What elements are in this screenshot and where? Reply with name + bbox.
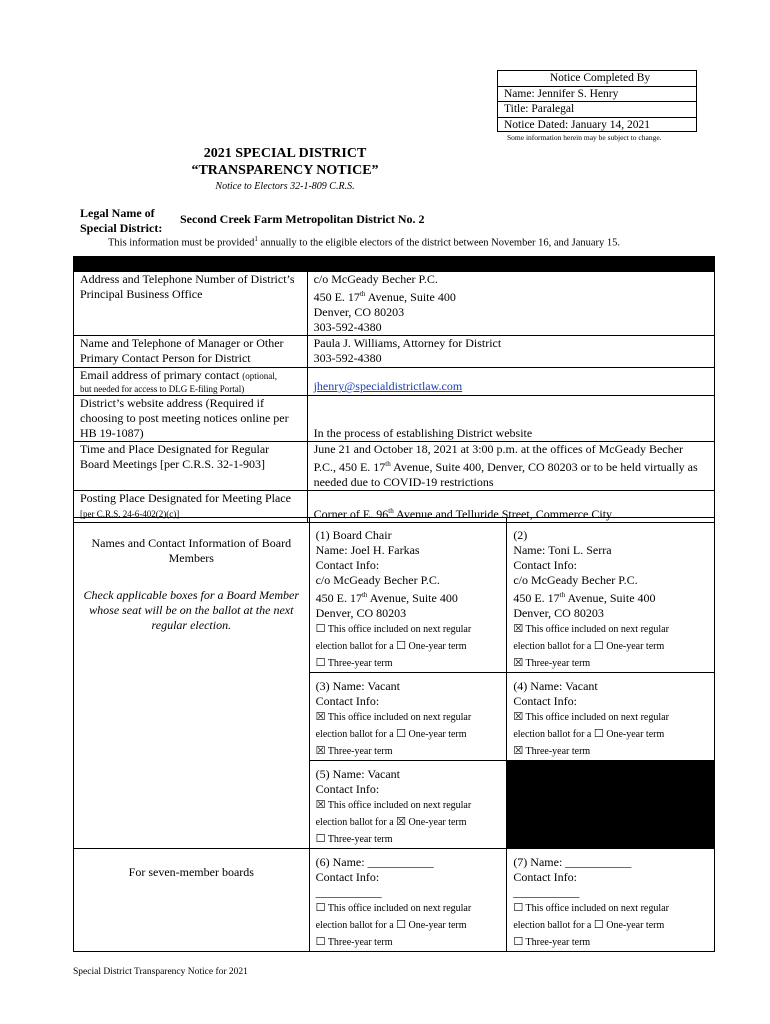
ballot-text: election ballot for a [315,920,394,931]
one-year-label: One-year term [606,920,665,931]
member-2-contact-line-2-sup: th [559,591,566,599]
member-7-included-checkbox[interactable]: ☐ [513,901,524,914]
member-2-cell [507,518,715,673]
title-line-1: 2021 SPECIAL DISTRICT [203,146,367,161]
member-3-cell [309,673,507,761]
member-4-contact-label: Contact Info: [513,694,577,708]
member-2-contact-line-2-pre: 450 E. 17 [513,591,560,605]
member-5-ballot-checks [316,797,501,848]
address-line-2-pre: 450 E. 17 [313,290,360,304]
ballot-text: election ballot for a [315,729,394,740]
member-3-contact-label: Contact Info: [315,694,380,708]
disclaimer: Some information herein may be subject to change. [507,133,662,142]
email-label-note-1: (optional, [242,371,278,381]
meeting-value-post: Avenue, Suite 400, Denver, CO 80203 or to be held virtually as needed due to COVID-19 restrictions [313,460,698,489]
ballot-text: election ballot for a [513,729,592,740]
three-year-label: Three-year term [525,937,591,948]
member-6-heading: (6) Name: ___________ [315,855,434,869]
legal-name-label-line2: Special District: [80,221,163,235]
member-1-contact-line-3: Denver, CO 80203 [315,606,407,620]
member-1-three-year-checkbox[interactable]: ☐ [315,656,326,669]
manager-label: Name and Telephone of Manager or Other Primary Contact Person for District [74,336,308,368]
member-5-included-checkbox[interactable]: ☒ [315,798,326,811]
completed-by-name: Name: Jennifer S. Henry [498,87,696,103]
member-3-included-checkbox[interactable]: ☒ [315,710,326,723]
member-7-ballot-checks [513,900,708,951]
provision-pre: This information must be provided [108,237,255,249]
page-title [170,145,400,179]
page-footer: Special District Transparency Notice for 2021 [73,967,248,977]
ballot-text: This office included on next regular [327,712,472,723]
address-line-1: c/o McGeady Becher P.C. [313,272,438,286]
member-2-ballot-checks [513,621,708,672]
ballot-text: election ballot for a [315,817,394,828]
email-link[interactable]: jhenry@specialdistrictlaw.com [313,379,463,393]
ballot-text: election ballot for a [513,920,592,931]
ballot-text: This office included on next regular [327,624,472,635]
member-6-one-year-checkbox[interactable]: ☐ [396,918,407,931]
manager-line-1: Paula J. Williams, Attorney for District [313,336,502,350]
member-1-included-checkbox[interactable]: ☐ [315,622,326,635]
member-6-included-checkbox[interactable]: ☐ [315,901,326,914]
one-year-label: One-year term [408,641,467,652]
member-3-three-year-checkbox[interactable]: ☒ [315,744,326,757]
legal-name-label-line1: Legal Name of [80,206,155,220]
ballot-text: This office included on next regular [327,903,472,914]
manager-value [307,336,714,368]
member-1-contact-line-2-post: Avenue, Suite 400 [367,591,458,605]
table-row [74,518,715,673]
notice-completed-box [497,70,697,132]
ballot-text: election ballot for a [513,641,592,652]
title-line-2: “TRANSPARENCY NOTICE” [191,163,379,178]
legal-name-value: Second Creek Farm Metropolitan District No. 2 [180,212,425,226]
member-4-ballot-checks [513,709,708,760]
email-label-text: Email address of primary contact [80,368,240,382]
member-1-cell [309,518,507,673]
member-7-three-year-checkbox[interactable]: ☐ [513,935,524,948]
member-7-contact-blank: ___________ [513,885,580,899]
posting-value-sup: th [388,507,394,515]
redacted-cell [507,761,715,849]
district-info-table [73,271,715,523]
member-2-contact-line-3: Denver, CO 80203 [513,606,604,620]
ballot-text: This office included on next regular [525,624,669,635]
email-label-note-2: but needed for access to DLG E-filing Portal) [80,384,245,394]
member-6-contact-label: Contact Info: [315,870,380,884]
member-2-contact-line-1: c/o McGeady Becher P.C. [513,573,638,587]
address-label: Address and Telephone Number of District’s Principal Business Office [74,272,308,336]
notice-dated: Notice Dated: January 14, 2021 [504,118,650,131]
three-year-label: Three-year term [327,834,393,845]
address-value [307,272,714,336]
provision-post: annually to the eligible electors of the district between November 16, and January 15. [257,237,621,249]
member-3-ballot-checks [316,709,501,760]
member-2-contact-label: Contact Info: [513,558,577,572]
member-7-one-year-checkbox[interactable]: ☐ [593,918,604,931]
member-4-included-checkbox[interactable]: ☒ [513,710,524,723]
table-row [74,396,715,442]
header-black-bar [73,256,715,271]
legal-name-label [80,206,162,236]
address-line-3: Denver, CO 80203 [313,305,405,319]
provision-text [108,235,620,249]
ballot-text: This office included on next regular [525,903,669,914]
board-members-table [73,517,715,952]
member-6-contact-blank: ___________ [315,885,382,899]
notice-box-heading: Notice Completed By [498,71,696,87]
email-value-cell [307,368,714,396]
ballot-text: This office included on next regular [525,712,669,723]
member-1-one-year-checkbox[interactable]: ☐ [396,639,407,652]
address-line-2-sup: th [359,290,366,298]
board-instructions: Check applicable boxes for a Board Member whose seat will be on the ballot at the next regular election. [83,588,300,632]
member-4-cell [507,673,715,761]
subtitle: Notice to Electors 32-1-809 C.R.S. [215,181,355,192]
meeting-value [307,442,714,491]
member-1-ballot-checks [316,621,501,672]
table-row [74,272,715,336]
seven-member-label: For seven-member boards [74,849,310,952]
member-5-heading: (5) Name: Vacant [315,767,401,781]
one-year-label: One-year term [408,920,467,931]
posting-label-text: Posting Place Designated for Meeting Place [80,491,291,505]
one-year-label: One-year term [606,729,665,740]
member-7-heading: (7) Name: ___________ [513,855,632,869]
member-6-three-year-checkbox[interactable]: ☐ [315,935,326,948]
completed-by-title: Title: Paralegal [498,102,696,118]
table-row [74,336,715,368]
meeting-label: Time and Place Designated for Regular Board Meetings [per C.R.S. 32-1-903] [74,442,308,491]
posting-label-note: [per C.R.S. 24-6-402(2)(c)] [80,509,180,519]
three-year-label: Three-year term [327,937,393,948]
provision-footnote: 1 [254,235,258,243]
manager-line-2: 303-592-4380 [313,351,382,365]
member-1-contact-label: Contact Info: [315,558,380,572]
member-6-ballot-checks [316,900,501,951]
three-year-label: Three-year term [525,746,591,757]
table-row [74,368,715,396]
meeting-value-sup: th [385,460,391,468]
member-3-one-year-checkbox[interactable]: ☐ [396,727,407,740]
ballot-text: This office included on next regular [327,800,472,811]
member-7-contact-label: Contact Info: [513,870,577,884]
website-label: District’s website address (Required if choosing to post meeting notices online per HB 19-1087) [74,396,308,442]
table-row [74,442,715,491]
member-1-heading: (1) Board Chair [315,528,392,542]
three-year-label: Three-year term [327,746,393,757]
address-line-2-post: Avenue, Suite 400 [365,290,456,304]
member-1-contact-line-1: c/o McGeady Becher P.C. [315,573,440,587]
three-year-label: Three-year term [327,658,393,669]
member-2-contact-line-2 [513,588,708,606]
member-7-cell [507,849,715,952]
posting-value-post: Avenue and Telluride Street, Commerce City [393,507,613,521]
member-2-contact-line-2-post: Avenue, Suite 400 [565,591,656,605]
three-year-label: Three-year term [525,658,591,669]
ballot-text: election ballot for a [315,641,394,652]
member-5-three-year-checkbox[interactable]: ☐ [315,832,326,845]
website-value: In the process of establishing District website [307,396,714,442]
member-2-included-checkbox[interactable]: ☒ [513,622,524,635]
member-2-one-year-checkbox[interactable]: ☐ [593,639,604,652]
posting-value-pre: Corner of E. 96 [313,507,389,521]
one-year-label: One-year term [408,817,467,828]
member-1-contact-line-2 [316,588,501,606]
member-5-contact-label: Contact Info: [315,782,380,796]
address-line-4: 303-592-4380 [313,320,382,334]
member-5-one-year-checkbox[interactable]: ☒ [396,815,407,828]
member-1-contact-line-2-sup: th [361,591,368,599]
member-5-cell [309,761,507,849]
member-2-three-year-checkbox[interactable]: ☒ [513,656,524,669]
member-6-cell [309,849,507,952]
member-4-heading: (4) Name: Vacant [513,679,598,693]
member-2-heading: (2) [513,528,528,542]
member-1-contact-line-2-pre: 450 E. 17 [315,591,362,605]
board-label: Names and Contact Information of Board Members [91,536,292,565]
member-2-name: Name: Toni L. Serra [513,543,612,557]
member-4-three-year-checkbox[interactable]: ☒ [513,744,524,757]
board-label-cell [74,518,310,849]
member-4-one-year-checkbox[interactable]: ☐ [593,727,604,740]
one-year-label: One-year term [606,641,665,652]
one-year-label: One-year term [408,729,467,740]
member-1-name: Name: Joel H. Farkas [315,543,420,557]
table-row [74,849,715,952]
meeting-value-pre: June 21 and October 18, 2021 at 3:00 p.m. at the offices of McGeady Becher P.C., 450 E. 17 [313,442,683,474]
email-label [74,368,308,396]
address-line-2 [314,287,708,305]
member-3-heading: (3) Name: Vacant [315,679,401,693]
